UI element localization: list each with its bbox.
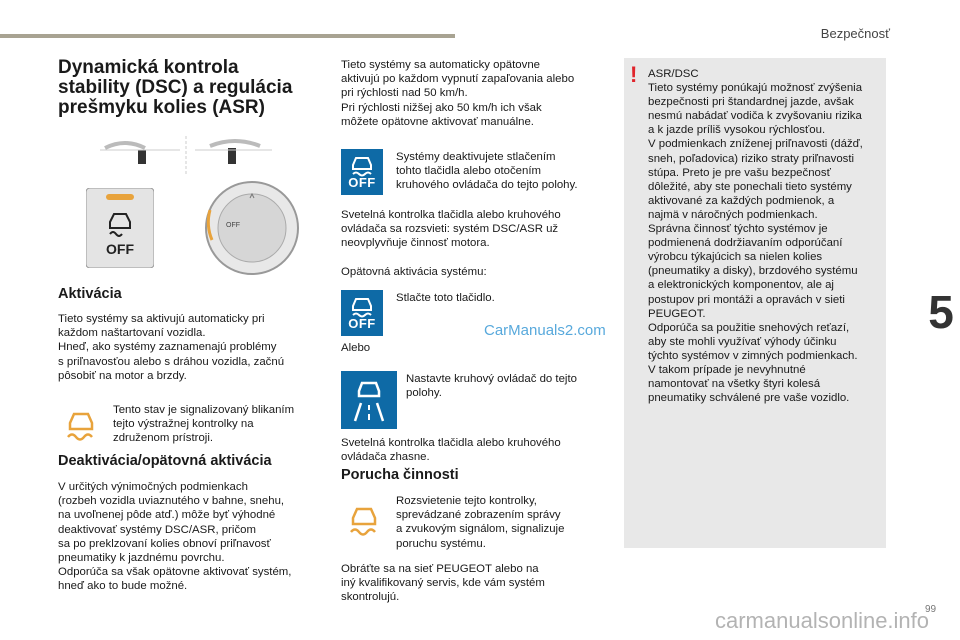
- malfunction-warning-icon: [345, 502, 383, 538]
- dsc-off-button-illustration: [86, 188, 154, 268]
- chapter-number: 5: [922, 266, 960, 358]
- off-label: OFF: [348, 174, 376, 190]
- section-title: Bezpečnosť: [820, 26, 890, 41]
- car-skid-icon: [349, 296, 375, 318]
- press-button-instruction: Stlačte toto tlačidlo.: [396, 292, 495, 304]
- skid-warning-icon: [62, 407, 100, 443]
- exclamation-icon: !: [630, 62, 638, 87]
- watermark-carmanualsonline: carmanualsonline.info: [715, 608, 930, 633]
- page-title: Dynamická kontrola stability (DSC) a regulácia prešmyku kolies (ASR): [58, 57, 293, 118]
- off-label: OFF: [348, 315, 376, 331]
- deactivation-heading: Deaktivácia/opätovná aktivácia: [58, 453, 272, 469]
- malfunction-icon-text: Rozsvietenie tejto kontrolky, sprevádzané zobrazením správy a zvukovým signálom, signalizuje poruchu systému.: [396, 495, 565, 550]
- page-number: 99: [925, 604, 937, 615]
- car-road-icon: [349, 377, 389, 423]
- malfunction-text: Obráťte sa na sieť PEUGEOT alebo na iný kvalifikovaný servis, kde vám systém skontrolujú.: [341, 563, 545, 604]
- road-mode-icon: [341, 371, 397, 429]
- malfunction-heading: Porucha činnosti: [341, 467, 459, 483]
- steering-wheel-right-icon: [195, 141, 272, 164]
- svg-text:OFF: OFF: [106, 241, 134, 257]
- reactivation-label: Opätovná aktivácia systému:: [341, 266, 487, 278]
- note-text: ASR/DSC Tieto systémy ponúkajú možnosť zvýšenia bezpečnosti pri štandardnej jazde, avšak nesmú nabádať vodiča k zvyšovaniu rizika a k jazde príliš vysokou rýchlosťou. V podmienkach zníženej priľnavosti (dážď, sneh, poľadovica) riziko straty priľnavosti stúpa. Preto je pre vašu bezpečnosť dôležité, aby ste ponechali tieto systémy aktivované za každých podmienok, a najmä v náročných podmienkach. Správna činnosť týchto systémov je podmienená dodržiavaním odporúčaní výrobcu týkajúcich sa nielen kolies (pneumatiky a disky), brzdového systému a elektronických komponentov, ale aj postupov pri montáži a opravách v sieti PEUGEOT. Odporúča sa použitie snehových reťazí, aby ste mohli využívať výhody účinku týchto systémov v zimných podmienkach. V takom prípade je nevyhnutné namontovať na všetky štyri kolesá pneumatiky schválené pre vaše vozidlo.: [648, 68, 863, 405]
- reactivation-info: Tieto systémy sa automaticky opätovne aktivujú po každom vypnutí zapaľovania alebo pri rýchlosti nad 50 km/h. Pri rýchlosti nižšej ako 50 km/h ich však môžete opätovne aktivovať manuálne.: [341, 59, 575, 128]
- or-label: Alebo: [341, 342, 371, 354]
- rotary-knob-illustration: [202, 180, 302, 276]
- dashboard-illustration: [100, 136, 272, 176]
- car-skid-icon: [349, 155, 375, 177]
- svg-text:OFF: OFF: [226, 222, 240, 229]
- light-off-info: Svetelná kontrolka tlačidla alebo kruhového ovládača zhasne.: [341, 437, 561, 464]
- activation-heading: Aktivácia: [58, 286, 122, 302]
- activation-icon-text: Tento stav je signalizovaný blikaním tejto výstražnej kontrolky na združenom prístroji.: [113, 404, 295, 445]
- activation-text: Tieto systémy sa aktivujú automaticky pri každom naštartovaní vozidla. Hneď, ako systémy zaznamenajú problémy s priľnavosťou alebo s dráhou vozidla, začnú pôsobiť na motor a brzdy.: [58, 313, 285, 382]
- steering-wheel-left-icon: [100, 143, 180, 164]
- watermark-carmanuals2: CarManuals2.com: [484, 322, 606, 339]
- dsc-off-icon-1: [341, 149, 383, 195]
- knob-instruction: Nastavte kruhový ovládač do tejto polohy.: [406, 373, 577, 400]
- header-rule: [0, 34, 455, 38]
- light-on-info: Svetelná kontrolka tlačidla alebo kruhového ovládača sa rozsvieti: systém DSC/ASR už neovplyvňuje činnosť motora.: [341, 209, 561, 250]
- deactivate-instruction: Systémy deaktivujete stlačením tohto tlačidla alebo otočením kruhového ovládača do tejto polohy.: [396, 151, 578, 192]
- dsc-off-icon-2: [341, 290, 383, 336]
- deactivation-text: V určitých výnimočných podmienkach (rozbeh vozidla uviaznutého v bahne, snehu, na uvoľnenej pôde atď.) môže byť výhodné deaktivovať systémy DSC/ASR, pričom sa po preklzovaní kolies obnoví priľnavosť pneumatiky k jazdnému povrchu. Odporúča sa však opätovne aktivovať systém, hneď ako to bude možné.: [58, 481, 292, 593]
